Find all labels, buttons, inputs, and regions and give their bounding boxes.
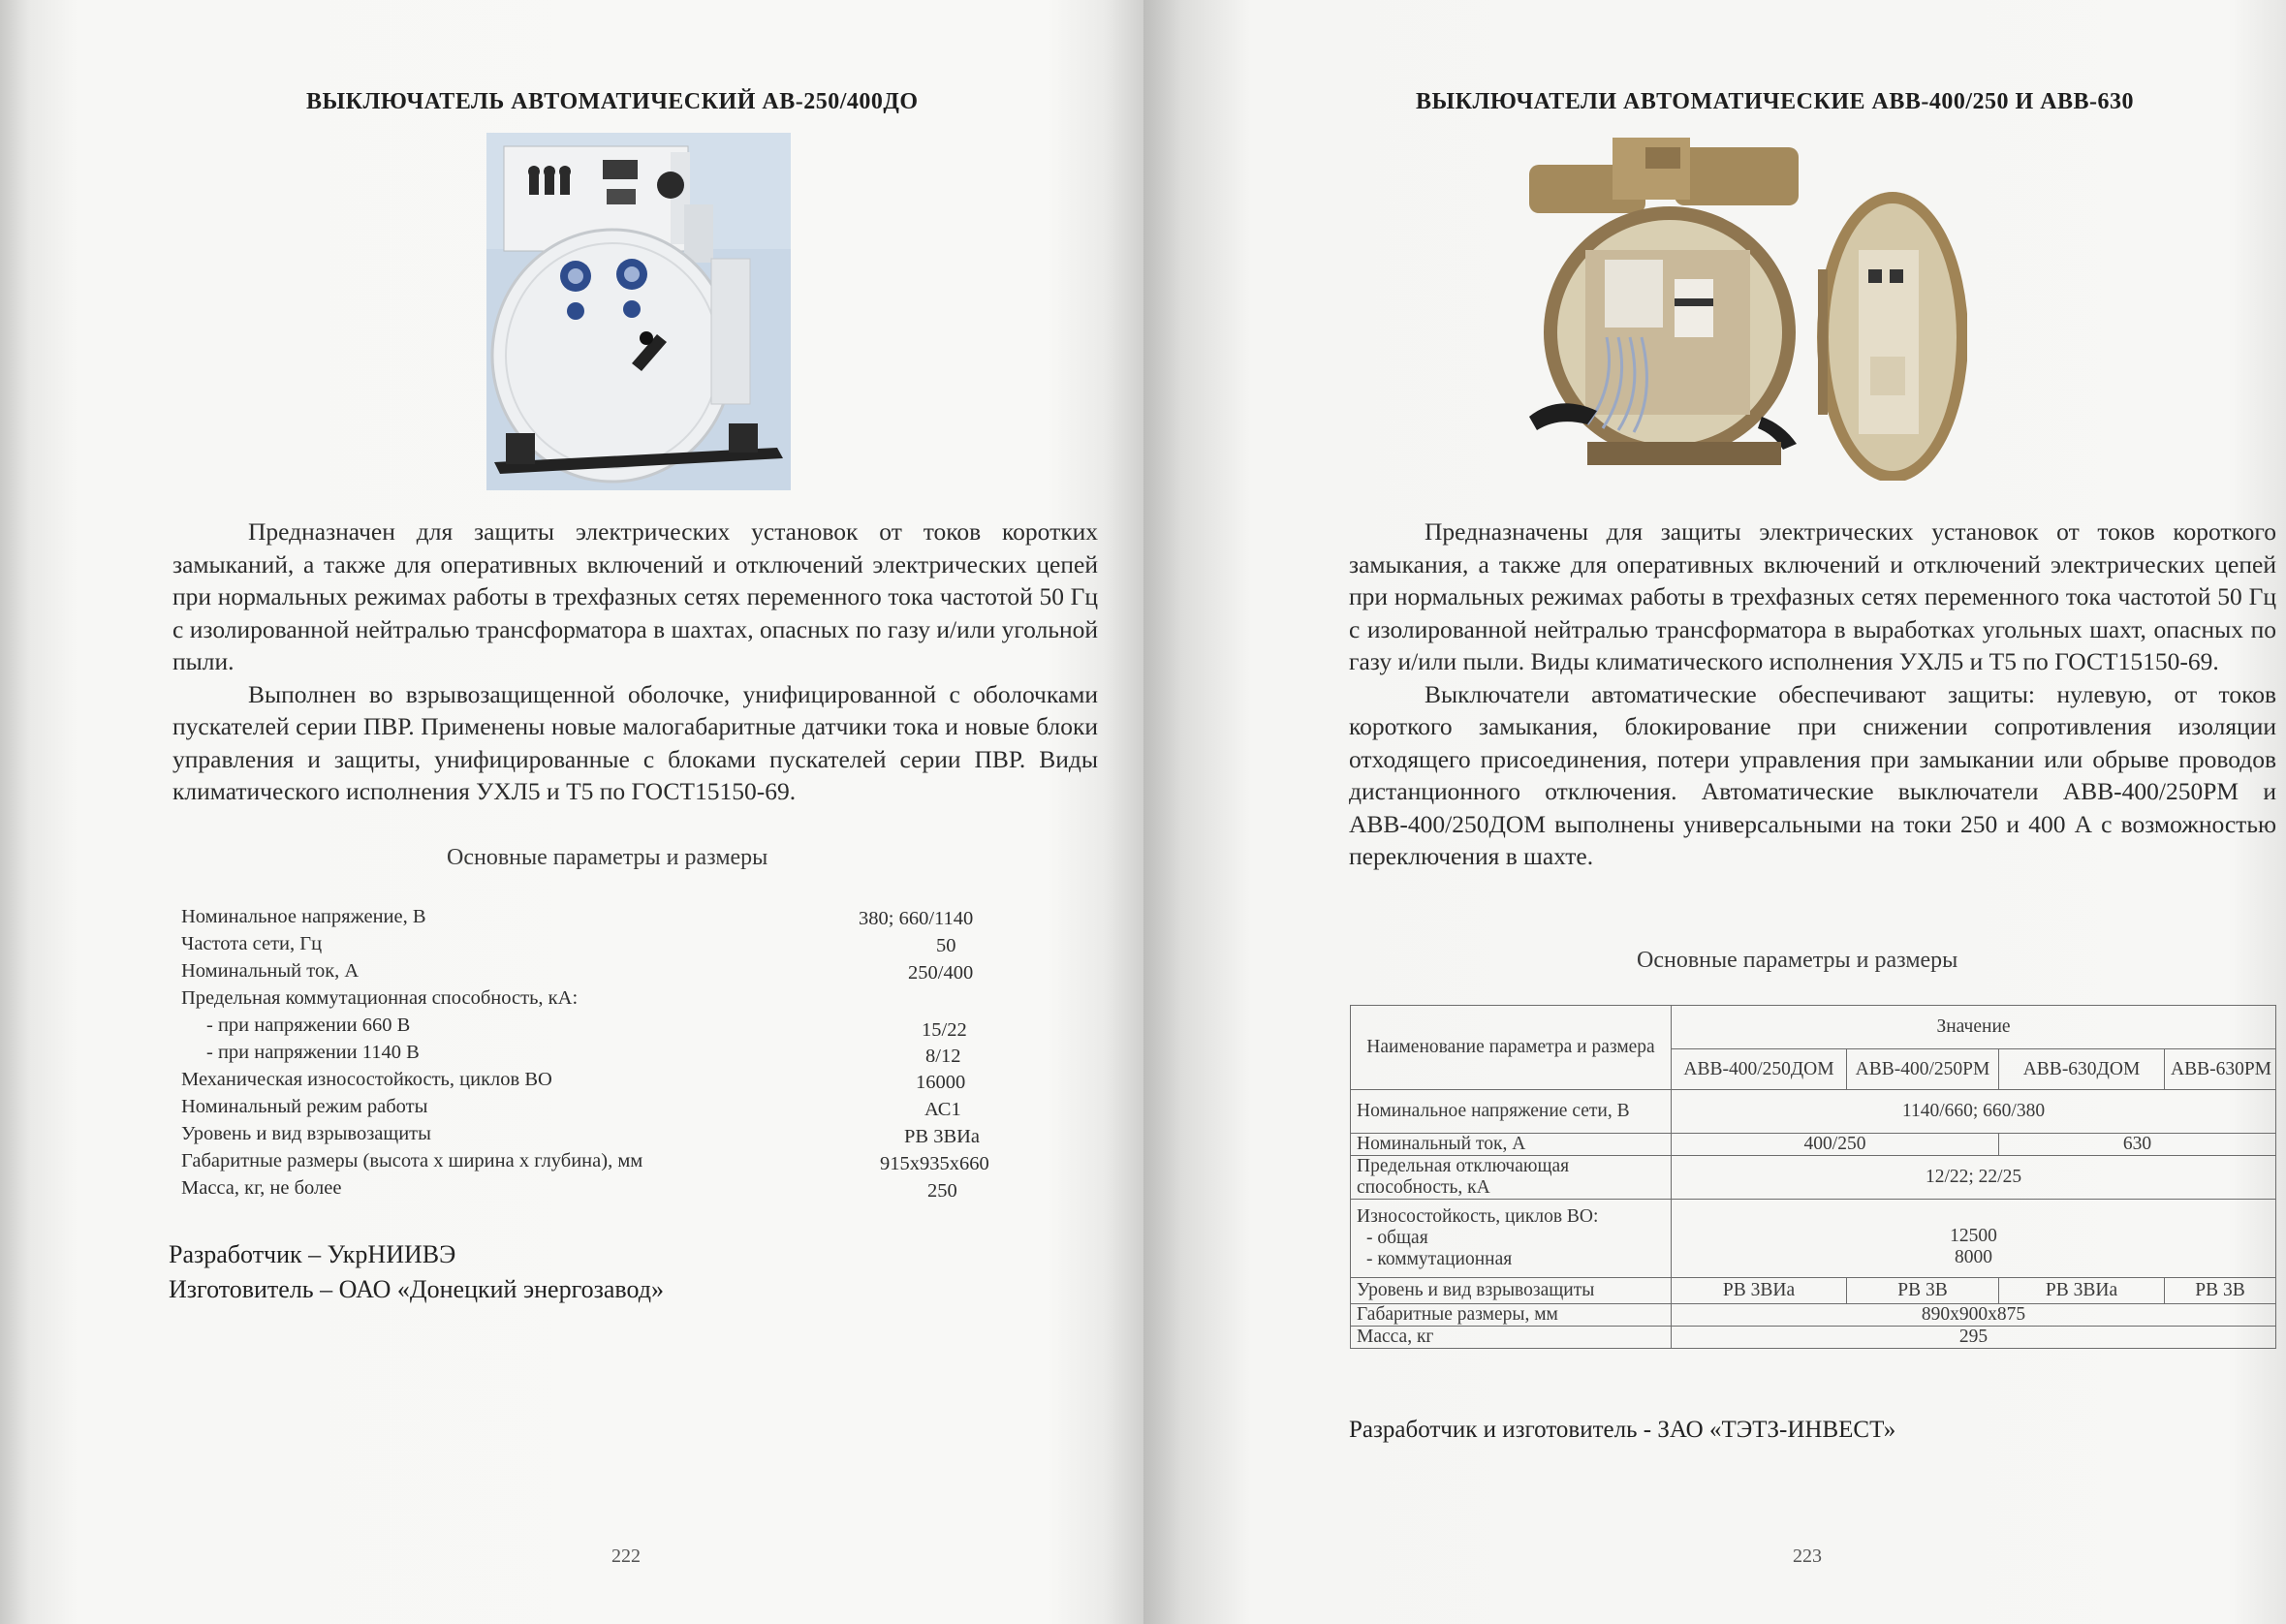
model-header: АВВ-400/250РМ (1847, 1049, 1999, 1090)
right-page (1143, 0, 2286, 1624)
param-label: Номинальное напряжение, В (181, 906, 426, 927)
left-description-paragraph: Предназначен для защиты электрических установок от токов коротких замыканий, а также для оперативных включений и отключений электрических цепей при нормальных режимах работы в трехфазных сетях переменного тока частотой 50 Гц с изолированной нейтралью трансформатора в шахтах, опасных по газу и/или угольной пыли. (172, 517, 1098, 675)
left-page-heading: ВЫКЛЮЧАТЕЛЬ АВТОМАТИЧЕСКИЙ АВ-250/400ДО (306, 89, 919, 114)
right-description-paragraph: Выключатели автоматические обеспечивают защиты: нулевую, от токов короткого замыкания, блокирование при снижении сопротивления изоляции отходящего присоединения, потери управления при замыкании или обрыве проводов дистанционного отключения. Автоматические выключатели АВВ-400/250РМ и АВВ-400/250ДОМ выполнены универсальными на токи 250 и 400 А с возможностью переключения в шахте. (1349, 679, 2276, 870)
right-description (1349, 515, 2276, 873)
param-label: Предельная коммутационная способность, кА: (181, 987, 579, 1009)
param-value: 50 (936, 935, 956, 956)
right-credit: Разработчик и изготовитель - ЗАО «ТЭТЗ-ИНВЕСТ» (1349, 1417, 1896, 1443)
row-value: РВ 3В (1847, 1278, 1999, 1304)
param-label: Номинальный режим работы (181, 1096, 428, 1117)
row-value: 630 (1999, 1134, 2276, 1156)
table-row (1351, 1156, 2276, 1200)
row-value: 1140/660; 660/380 (1672, 1090, 2276, 1134)
row-label: Износостойкость, циклов ВО: (1357, 1206, 1599, 1227)
table-row (1351, 1200, 2276, 1278)
table-header-row (1351, 1006, 2276, 1049)
row-value: РВ 3В (2165, 1278, 2276, 1304)
param-label: Габаритные размеры (высота х ширина х глубина), мм (181, 1150, 643, 1171)
left-page-number: 222 (611, 1546, 641, 1567)
row-sublabel: - коммутационная (1366, 1249, 1513, 1269)
param-label: - при напряжении 660 В (206, 1015, 411, 1036)
param-label: Механическая износостойкость, циклов ВО (181, 1069, 552, 1090)
table-row (1351, 1134, 2276, 1156)
row-value: РВ 3ВИа (1999, 1278, 2165, 1304)
left-params-heading: Основные параметры и размеры (447, 845, 768, 870)
left-description (172, 515, 1098, 808)
right-page-number: 223 (1793, 1546, 1822, 1567)
breaker-avv-photo (1529, 134, 1967, 481)
row-label: Номинальное напряжение сети, В (1351, 1090, 1672, 1134)
param-label: Уровень и вид взрывозащиты (181, 1123, 431, 1144)
param-value: 15/22 (922, 1019, 967, 1041)
param-label: - при напряжении 1140 В (206, 1042, 420, 1063)
parameters-table (1350, 1005, 2276, 1349)
param-value: 915х935х660 (880, 1153, 989, 1174)
model-header: АВВ-630РМ (2165, 1049, 2276, 1090)
param-value: РВ 3ВИа (904, 1126, 981, 1147)
param-value: 16000 (916, 1072, 966, 1093)
table-row (1351, 1327, 2276, 1349)
table-row (1351, 1304, 2276, 1327)
row-label: Габаритные размеры, мм (1351, 1304, 1672, 1327)
param-value: 8/12 (925, 1046, 961, 1067)
left-description-paragraph: Выполнен во взрывозащищенной оболочке, унифицированной с оболочками пускателей серии ПВР. Применены новые малогабаритные датчики тока и новые блоки управления и защиты, унифицированные с блоками пускателей серии ПВР. Виды климатического исполнения УХЛ5 и Т5 по ГОСТ15150-69. (172, 679, 1098, 805)
param-label: Масса, кг, не более (181, 1177, 342, 1199)
param-value: 380; 660/1140 (859, 908, 974, 929)
row-value: РВ 3ВИа (1672, 1278, 1847, 1304)
table-header-value: Значение (1672, 1006, 2276, 1049)
row-value-group (1672, 1200, 2276, 1278)
row-label: Масса, кг (1351, 1327, 1672, 1349)
row-value: 295 (1672, 1327, 2276, 1349)
param-label: Номинальный ток, А (181, 960, 360, 982)
row-value: 12500 (1950, 1226, 1997, 1246)
left-params-list (181, 906, 1053, 1206)
left-manufacturer: Изготовитель – ОАО «Донецкий энергозавод» (169, 1275, 664, 1303)
model-header: АВВ-400/250ДОМ (1672, 1049, 1847, 1090)
row-label: Уровень и вид взрывозащиты (1351, 1278, 1672, 1304)
model-header: АВВ-630ДОМ (1999, 1049, 2165, 1090)
right-params-heading: Основные параметры и размеры (1637, 948, 1958, 973)
row-value: 400/250 (1672, 1134, 1999, 1156)
row-value: 12/22; 22/25 (1672, 1156, 2276, 1200)
table-header-name: Наименование параметра и размера (1351, 1006, 1672, 1090)
param-value: 250 (927, 1180, 957, 1202)
row-value: 8000 (1955, 1247, 1992, 1267)
left-developer: Разработчик – УкрНИИВЭ (169, 1240, 456, 1268)
param-value: 250/400 (908, 962, 974, 984)
table-row (1351, 1090, 2276, 1134)
right-description-paragraph: Предназначены для защиты электрических установок от токов короткого замыкания, а также для оперативных включений и отключений электрических цепей при нормальных режимах работы в трехфазных сетях переменного тока частотой 50 Гц с изолированной нейтралью трансформатора в выработках угольных шахт, опасных по газу и/или пыли. Виды климатического исполнения УХЛ5 и Т5 по ГОСТ15150-69. (1349, 517, 2276, 675)
table-row (1351, 1278, 2276, 1304)
row-label: Номинальный ток, А (1351, 1134, 1672, 1156)
right-page-heading: ВЫКЛЮЧАТЕЛИ АВТОМАТИЧЕСКИЕ АВВ-400/250 И АВВ-630 (1416, 89, 2135, 114)
param-label: Частота сети, Гц (181, 933, 323, 954)
breaker-av250-photo (486, 133, 791, 490)
row-value: 890х900х875 (1672, 1304, 2276, 1327)
row-label: Предельная отключающая способность, кА (1351, 1156, 1672, 1200)
row-sublabel: - общая (1366, 1228, 1428, 1248)
row-label-group (1351, 1200, 1672, 1278)
param-value: АС1 (924, 1099, 961, 1120)
